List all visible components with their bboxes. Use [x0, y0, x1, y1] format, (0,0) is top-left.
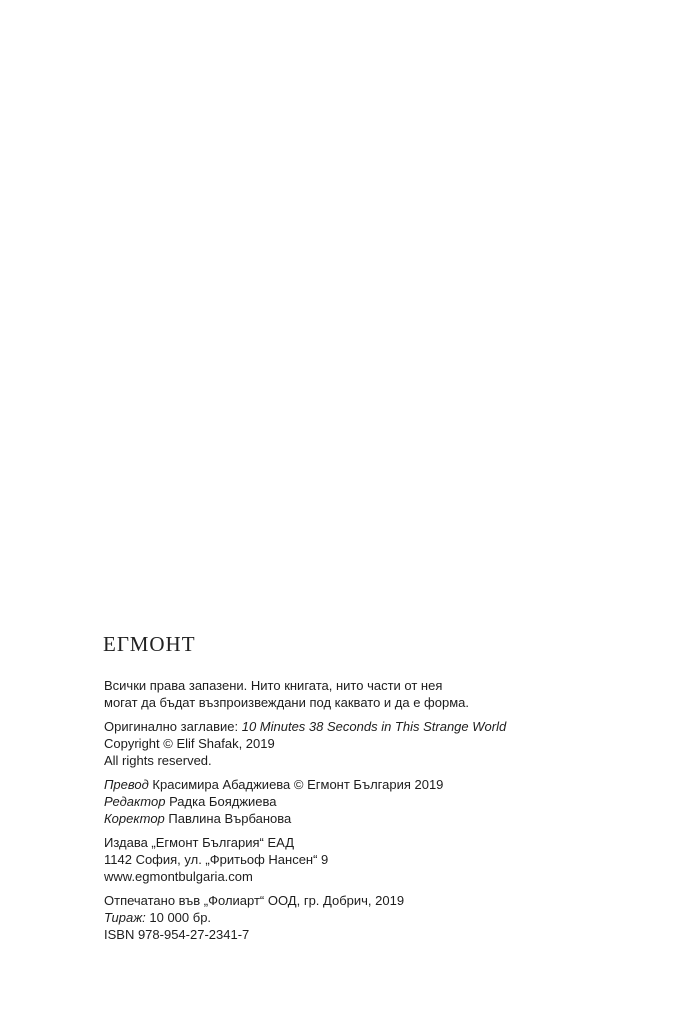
issued-by: Издава „Егмонт България“ ЕАД: [104, 835, 295, 850]
original-title-line: [104, 718, 664, 735]
original-title-label: Оригинално заглавие:: [104, 719, 242, 734]
publisher-logo: ЕГМОНТ: [103, 632, 196, 656]
copyright-line: Copyright © Elif Shafak, 2019: [104, 736, 275, 751]
translation-label: Превод: [104, 777, 149, 792]
editor-value: Радка Бояджиева: [165, 794, 277, 809]
publisher-address: 1142 София, ул. „Фритьоф Нансен“ 9: [104, 852, 329, 867]
editor-label: Редактор: [104, 794, 166, 809]
isbn: ISBN 978-954-27-2341-7: [104, 927, 250, 942]
original-title: 10 Minutes 38 Seconds in This Strange World: [241, 719, 507, 734]
rights-line-1: Всички права запазени. Нито книгата, нито части от нея: [104, 678, 443, 693]
printed-at: Отпечатано във „Фолиарт“ ООД, гр. Добрич, 2019: [104, 893, 405, 908]
proofreader-label: Коректор: [104, 811, 165, 826]
proofreader-value: Павлина Върбанова: [164, 811, 292, 826]
translation-value: Красимира Абаджиева © Егмонт България 2019: [148, 777, 444, 792]
print-info: [104, 892, 664, 943]
credits: [104, 776, 664, 827]
print-run-value: 10 000 бр.: [145, 910, 212, 925]
imprint-block: [104, 677, 664, 950]
all-rights-reserved: All rights reserved.: [104, 753, 212, 768]
proofreader-credit: [104, 810, 664, 827]
publisher-website: www.egmontbulgaria.com: [104, 869, 253, 884]
publisher-info: [104, 834, 664, 885]
editor-credit: [104, 793, 664, 810]
rights-line-2: могат да бъдат възпроизвеждани под каквато и да е форма.: [104, 695, 469, 710]
original-info: [104, 718, 664, 769]
rights-notice: [104, 677, 664, 711]
print-run-label: Тираж:: [104, 910, 146, 925]
translation-credit: [104, 776, 664, 793]
print-run: [104, 909, 664, 926]
